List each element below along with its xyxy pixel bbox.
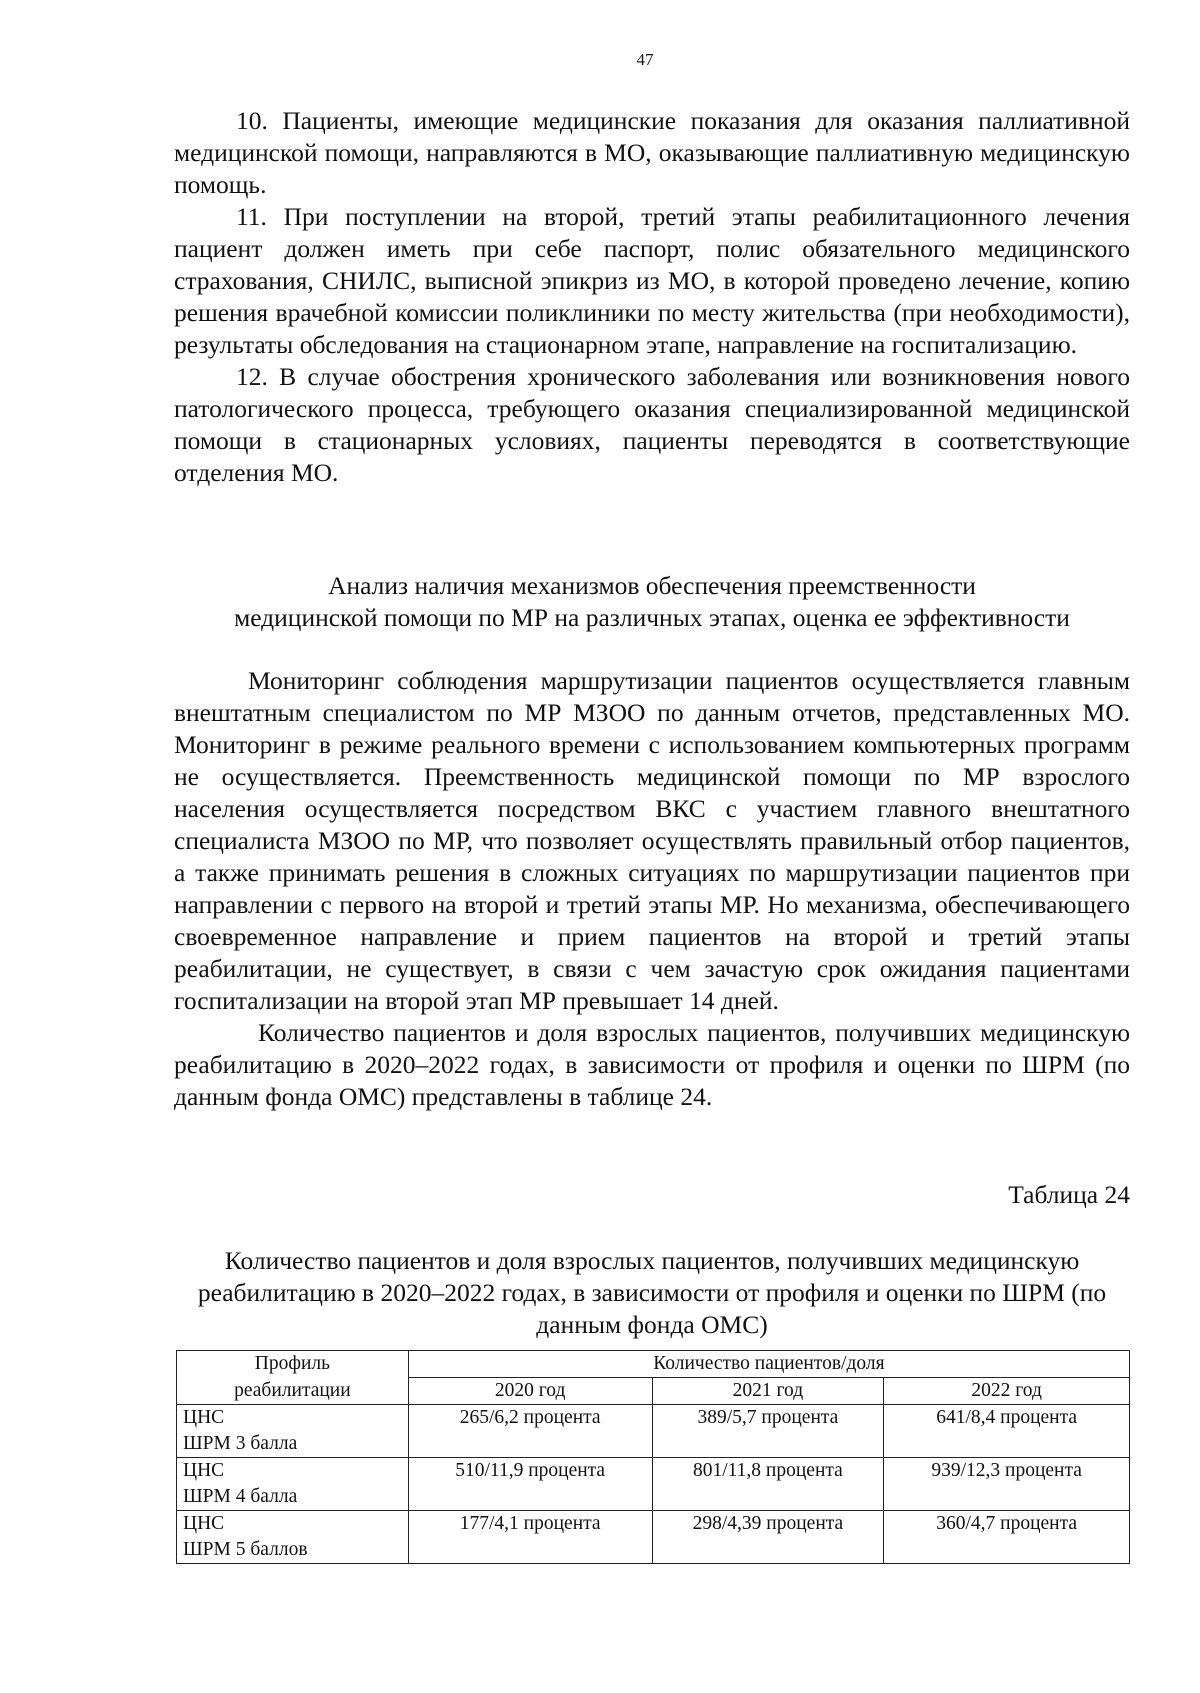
header-group: Количество пациентов/доля [408, 1351, 1129, 1378]
table-title: Количество пациентов и доля взрослых пациентов, получивших медицинскую реабилитацию в 2020–2022 годах, в зависимости от профиля и оценки по ШРМ (по данным фонда ОМС) [197, 1246, 1107, 1339]
section-heading-line2: медицинской помощи по МР на различных этапах, оценка ее эффективности [234, 603, 1070, 632]
row-profile [177, 1458, 409, 1511]
cell-2020: 510/11,9 процента [408, 1458, 652, 1511]
cell-2020: 177/4,1 процента [408, 1511, 652, 1564]
header-profile [177, 1351, 409, 1378]
profile-name: ЦНС [183, 1407, 225, 1428]
paragraph-monitoring: Мониторинг соблюдения маршрутизации пациентов осуществляется главным внештатным специалистом по МР МЗОО по данным отчетов, представленных МО. Мониторинг в режиме реального времени с использованием компьютерных программ не осуществляется. Преемственность медицинской помощи по МР взрослого населения осуществляется посредством ВКС с участием главного внештатного специалиста МЗОО по МР, что позволяет осуществлять правильный отбор пациентов, а также принимать решения в сложных ситуациях по маршрутизации пациентов при направлении с первого на второй и третий этапы МР. Но механизма, обеспечивающего своевременное направление и прием пациентов на второй и третий этапы реабилитации, не существует, в связи с чем зачастую срок ожидания пациентами госпитализации на второй этап МР превышает 14 дней. [174, 666, 1130, 1015]
cell-2021: 298/4,39 процента [652, 1511, 884, 1564]
profile-score: ШРМ 4 балла [183, 1486, 298, 1507]
body-text-bottom [174, 665, 1130, 1113]
header-profile-cont [177, 1378, 409, 1405]
body-text-top [174, 105, 1130, 489]
paragraph-10: 10. Пациенты, имеющие медицинские показания для оказания паллиативной медицинской помощи, направляются в МО, оказывающие паллиативную медицинскую помощь. [174, 106, 1130, 199]
cell-2021: 389/5,7 процента [652, 1405, 884, 1458]
rehab-table [176, 1350, 1130, 1564]
cell-2022: 641/8,4 процента [884, 1405, 1130, 1458]
table-row [177, 1511, 1130, 1564]
header-year-2022: 2022 год [884, 1378, 1130, 1405]
paragraph-12: 12. В случае обострения хронического заболевания или возникновения нового патологического процесса, требующего оказания специализированной медицинской помощи в стационарных условиях, пациенты переводятся в соответствующие отделения МО. [174, 362, 1130, 487]
profile-score: ШРМ 3 балла [183, 1433, 298, 1454]
header-year-2021: 2021 год [652, 1378, 884, 1405]
section-heading-line1: Анализ наличия механизмов обеспечения преемственности [328, 571, 976, 600]
table-years-row [177, 1378, 1130, 1405]
profile-name: ЦНС [183, 1460, 225, 1481]
header-profile-line1: Профиль [254, 1353, 331, 1374]
row-profile [177, 1511, 409, 1564]
cell-2020: 265/6,2 процента [408, 1405, 652, 1458]
profile-score: ШРМ 5 баллов [183, 1539, 308, 1560]
table-row [177, 1405, 1130, 1458]
cell-2021: 801/11,8 процента [652, 1458, 884, 1511]
cell-2022: 360/4,7 процента [884, 1511, 1130, 1564]
cell-2022: 939/12,3 процента [884, 1458, 1130, 1511]
row-profile [177, 1405, 409, 1458]
paragraph-11: 11. При поступлении на второй, третий этапы реабилитационного лечения пациент должен иметь при себе паспорт, полис обязательного медицинского страхования, СНИЛС, выписной эпикриз из МО, в которой проведено лечение, копию решения врачебной комиссии поликлиники по месту жительства (при необходимости), результаты обследования на стационарном этапе, направление на госпитализацию. [174, 202, 1130, 359]
table-header-row [177, 1351, 1130, 1378]
header-profile-line2: реабилитации [234, 1379, 351, 1401]
section-heading [174, 570, 1130, 634]
header-year-2020: 2020 год [408, 1378, 652, 1405]
profile-name: ЦНС [183, 1513, 225, 1534]
table-label: Таблица 24 [1008, 1180, 1130, 1209]
page-number: 47 [636, 50, 654, 69]
table-row [177, 1458, 1130, 1511]
paragraph-table-intro: Количество пациентов и доля взрослых пациентов, получивших медицинскую реабилитацию в 2020–2022 годах, в зависимости от профиля и оценки по ШРМ (по данным фонда ОМС) представлены в таблице 24. [174, 1018, 1130, 1111]
